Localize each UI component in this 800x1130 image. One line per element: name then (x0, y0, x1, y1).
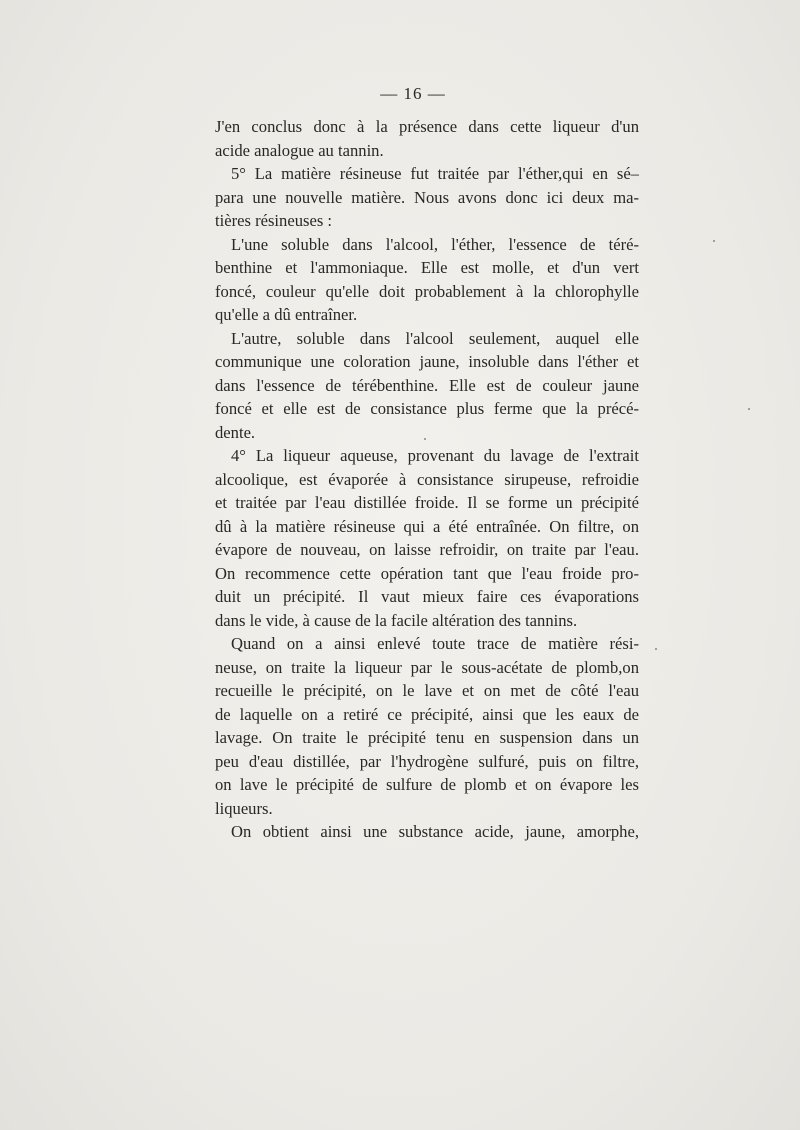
paper-speck (713, 240, 715, 242)
text-line: benthine et l'ammoniaque. Elle est molle, et d'un vert (215, 258, 639, 277)
text-line: foncé, couleur qu'elle doit probablement à la chlorophylle (215, 281, 639, 301)
text-line: On obtient ainsi une substance acide, jaune, amorphe, (231, 822, 639, 841)
paper-speck (748, 408, 750, 410)
text-line: tières résineuses : (215, 211, 333, 230)
text-line: peu d'eau distillée, par l'hydrogène sulfuré, puis on filtre, (215, 751, 639, 771)
paper-speck (655, 648, 657, 650)
text-line: para une nouvelle matière. Nous avons donc ici deux ma- (215, 187, 639, 207)
paper-speck (424, 438, 426, 440)
text-line: Quand on a ainsi enlevé toute trace de matière rési- (231, 634, 639, 653)
text-line: dû à la matière résineuse qui a été entraînée. On filtre, on (215, 516, 639, 536)
text-line: liqueurs. (215, 798, 273, 818)
text-line: dente. (215, 422, 256, 442)
text-line: L'une soluble dans l'alcool, l'éther, l'essence de téré- (231, 234, 639, 254)
text-line: dans l'essence de térébenthine. Elle est de couleur jaune (215, 375, 639, 395)
text-line: foncé et elle est de consistance plus ferme que la précé- (215, 399, 639, 418)
text-line: 4° La liqueur aqueuse, provenant du lavage de l'extrait (231, 446, 639, 465)
text-line: L'autre, soluble dans l'alcool seulement, auquel elle (231, 328, 639, 348)
text-line: 5° La matière résineuse fut traitée par l'éther,qui en sé– (231, 164, 639, 183)
text-line: on lave le précipité de sulfure de plomb et on évapore les (215, 775, 639, 794)
text-line: acide analogue au tannin. (215, 140, 384, 160)
text-line: qu'elle a dû entraîner. (215, 305, 358, 324)
text-line: lavage. On traite le précipité tenu en suspension dans un (215, 728, 639, 747)
text-line: J'en conclus donc à la présence dans cette liqueur d'un (215, 117, 639, 136)
text-line: recueille le précipité, on le lave et on met de côté l'eau (215, 681, 639, 700)
text-line: neuse, on traite la liqueur par le sous-acétate de plomb,on (215, 657, 639, 677)
text-line: duit un précipité. Il vaut mieux faire ces évaporations (215, 587, 639, 606)
body-text (215, 115, 639, 844)
text-line: et traitée par l'eau distillée froide. Il se forme un précipité (215, 493, 639, 512)
text-line: On recommence cette opération tant que l'eau froide pro- (215, 563, 639, 583)
page-number: — 16 — (380, 84, 446, 103)
text-line: alcoolique, est évaporée à consistance sirupeuse, refroidie (215, 469, 639, 489)
text-line: de laquelle on a retiré ce précipité, ainsi que les eaux de (215, 704, 639, 724)
text-line: évapore de nouveau, on laisse refroidir, on traite par l'eau. (215, 540, 639, 559)
text-line: dans le vide, à cause de la facile altération des tannins. (215, 610, 578, 630)
text-line: communique une coloration jaune, insoluble dans l'éther et (215, 352, 639, 371)
